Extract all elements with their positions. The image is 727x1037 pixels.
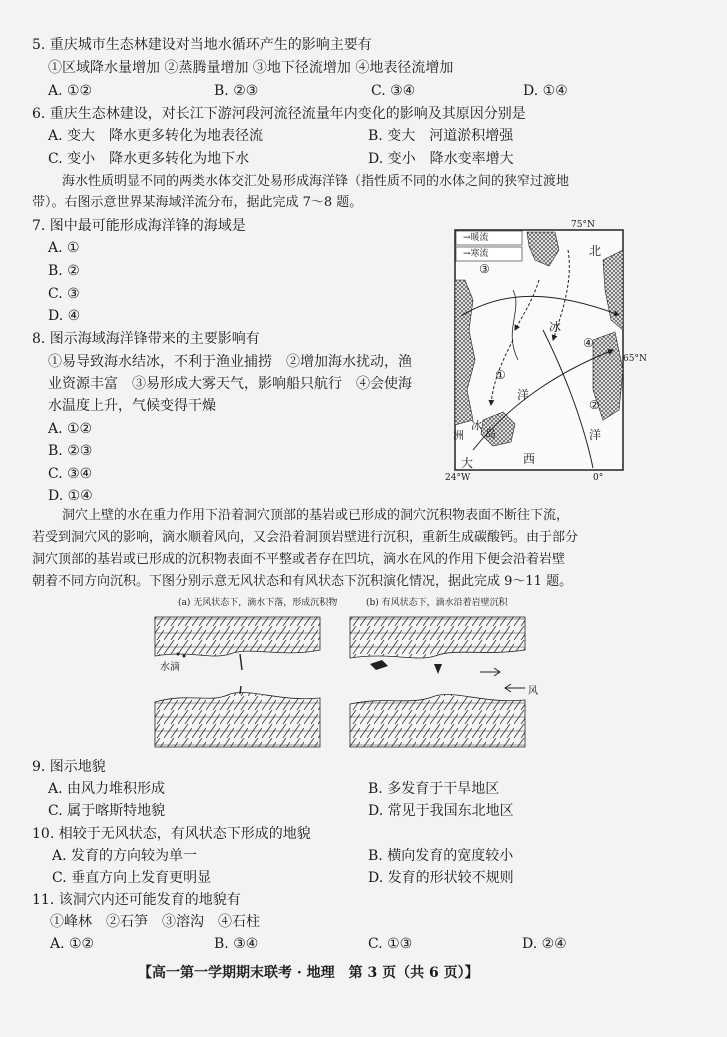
label-0: 0° <box>593 473 604 483</box>
q9-option-c: C. 属于喀斯特地貌 <box>48 803 166 819</box>
intro-7-8-line2: 带）。右图示意世界某海域洋流分布，据此完成 7～8 题。 <box>32 195 363 210</box>
q6-option-c: C. 变小 降水更多转化为地下水 <box>48 151 250 167</box>
intro-9-11-line3: 洞穴顶部的基岩或已形成的沉积物表面不平整或者存在凹坑，滴水在风的作用下便会沿着岩壁 <box>32 552 566 567</box>
q7-stem: 7. 图中最可能形成海洋锋的海域是 <box>32 218 246 234</box>
q7-option-b: B. ② <box>48 263 80 279</box>
q8-option-c: C. ③④ <box>48 466 93 482</box>
q7-option-c: C. ③ <box>48 286 80 302</box>
intro-9-11-line4: 朝着不同方向沉积。下图分别示意无风状态和有风状态下沉积演化情况，据此完成 9～11 题。 <box>32 574 573 589</box>
q11-option-b: B. ③④ <box>214 936 259 952</box>
q8-line2: 业资源丰富 ③易形成大雾天气，影响船只航行 ④会使海 <box>48 376 412 392</box>
intro-9-11-line2: 若受到洞穴风的影响，滴水顺着风向，又会沿着洞顶岩壁进行沉积，重新生成碳酸钙。由于部分 <box>32 530 579 545</box>
q11-option-a: A. ①② <box>50 936 95 952</box>
q10-option-c: C. 垂直方向上发育更明显 <box>52 870 212 886</box>
label-north: 北 <box>589 244 602 258</box>
q9-stem: 9. 图示地貌 <box>32 759 106 775</box>
q6-option-a: A. 变大 降水更多转化为地表径流 <box>48 128 264 144</box>
label-wind: 风 <box>528 686 538 697</box>
q5-option-a: A. ①② <box>48 83 93 99</box>
label-da: 大 <box>461 456 474 470</box>
q8-line1: ①易导致海水结冰，不利于渔业捕捞 ②增加海水扰动，渔 <box>48 354 412 370</box>
q6-option-d: D. 变小 降水变率增大 <box>368 151 514 167</box>
q9-option-b: B. 多发育于干旱地区 <box>368 781 500 797</box>
q5-option-c: C. ③④ <box>371 83 416 99</box>
q8-line3: 水温度上升，气候变得干燥 <box>48 398 216 414</box>
q11-stem: 11. 该洞穴内还可能发育的地貌有 <box>32 892 241 908</box>
label-24w: 24°W <box>445 473 471 483</box>
q11-items: ①峰林 ②石笋 ③溶沟 ④石柱 <box>50 914 260 930</box>
label-65n: 65°N <box>623 354 647 364</box>
q10-stem: 10. 相较于无风状态，有风状态下形成的地貌 <box>32 826 311 842</box>
q10-option-a: A. 发育的方向较为单一 <box>52 848 198 864</box>
label-ocean: 洋 <box>517 388 530 402</box>
q8-option-b: B. ②③ <box>48 443 93 459</box>
q11-option-d: D. ②④ <box>522 936 567 952</box>
q7-option-a: A. ① <box>48 240 80 256</box>
q8-stem: 8. 图示海域海洋锋带来的主要影响有 <box>32 331 260 347</box>
map-marker-3: ③ <box>479 262 490 276</box>
legend-warm-current: →暖流 <box>463 233 489 243</box>
q5-option-d: D. ①④ <box>523 83 568 99</box>
label-dao: 岛 <box>485 427 496 440</box>
cave-diagrams <box>150 612 530 752</box>
q8-option-a: A. ①② <box>48 421 93 437</box>
q5-option-b: B. ②③ <box>214 83 259 99</box>
caption-b: (b) 有风状态下，滴水沿着岩壁沉积 <box>366 598 508 608</box>
label-water-drop: 水滴 <box>160 662 180 673</box>
q9-option-a: A. 由风力堆积形成 <box>48 781 166 797</box>
q7-option-d: D. ④ <box>48 308 81 324</box>
caption-a: (a) 无风状态下，滴水下落，形成沉积物 <box>178 598 338 608</box>
label-75n: 75°N <box>571 220 595 230</box>
q9-option-d: D. 常见于我国东北地区 <box>368 803 514 819</box>
q5-items: ①区域降水量增加 ②蒸腾量增加 ③地下径流增加 ④地表径流增加 <box>48 60 454 76</box>
q6-stem: 6. 重庆生态林建设，对长江下游河段河流径流量年内变化的影响及其原因分别是 <box>32 106 526 122</box>
q10-option-b: B. 横向发育的宽度较小 <box>368 848 514 864</box>
label-yang: 洋 <box>589 428 602 442</box>
page-footer: 【高一第一学期期末联考 · 地理 第 3 页（共 6 页）】 <box>138 965 479 981</box>
q6-option-b: B. 变大 河道淤积增强 <box>368 128 514 144</box>
label-bing: 冰 <box>471 419 482 432</box>
label-xi: 西 <box>523 452 536 466</box>
map-marker-4: ④ <box>583 336 594 350</box>
map-marker-2: ② <box>589 398 600 412</box>
q10-option-d: D. 发育的形状较不规则 <box>368 870 514 886</box>
map-marker-1: ① <box>495 368 506 382</box>
legend-cold-current: →寒流 <box>463 249 489 259</box>
label-zhou: 洲 <box>453 429 464 442</box>
intro-9-11-line1: 洞穴上壁的水在重力作用下沿着洞穴顶部的基岩或已形成的洞穴沉积物表面不断往下流， <box>62 508 570 523</box>
ocean-current-map <box>443 220 647 485</box>
q11-option-c: C. ①③ <box>368 936 413 952</box>
q8-option-d: D. ①④ <box>48 488 93 504</box>
label-ice: 冰 <box>549 320 562 334</box>
q5-stem: 5. 重庆城市生态林建设对当地水循环产生的影响主要有 <box>32 37 372 53</box>
intro-7-8-line1: 海水性质明显不同的两类水体交汇处易形成海洋锋（指性质不同的水体之间的狭窄过渡地 <box>62 174 570 189</box>
